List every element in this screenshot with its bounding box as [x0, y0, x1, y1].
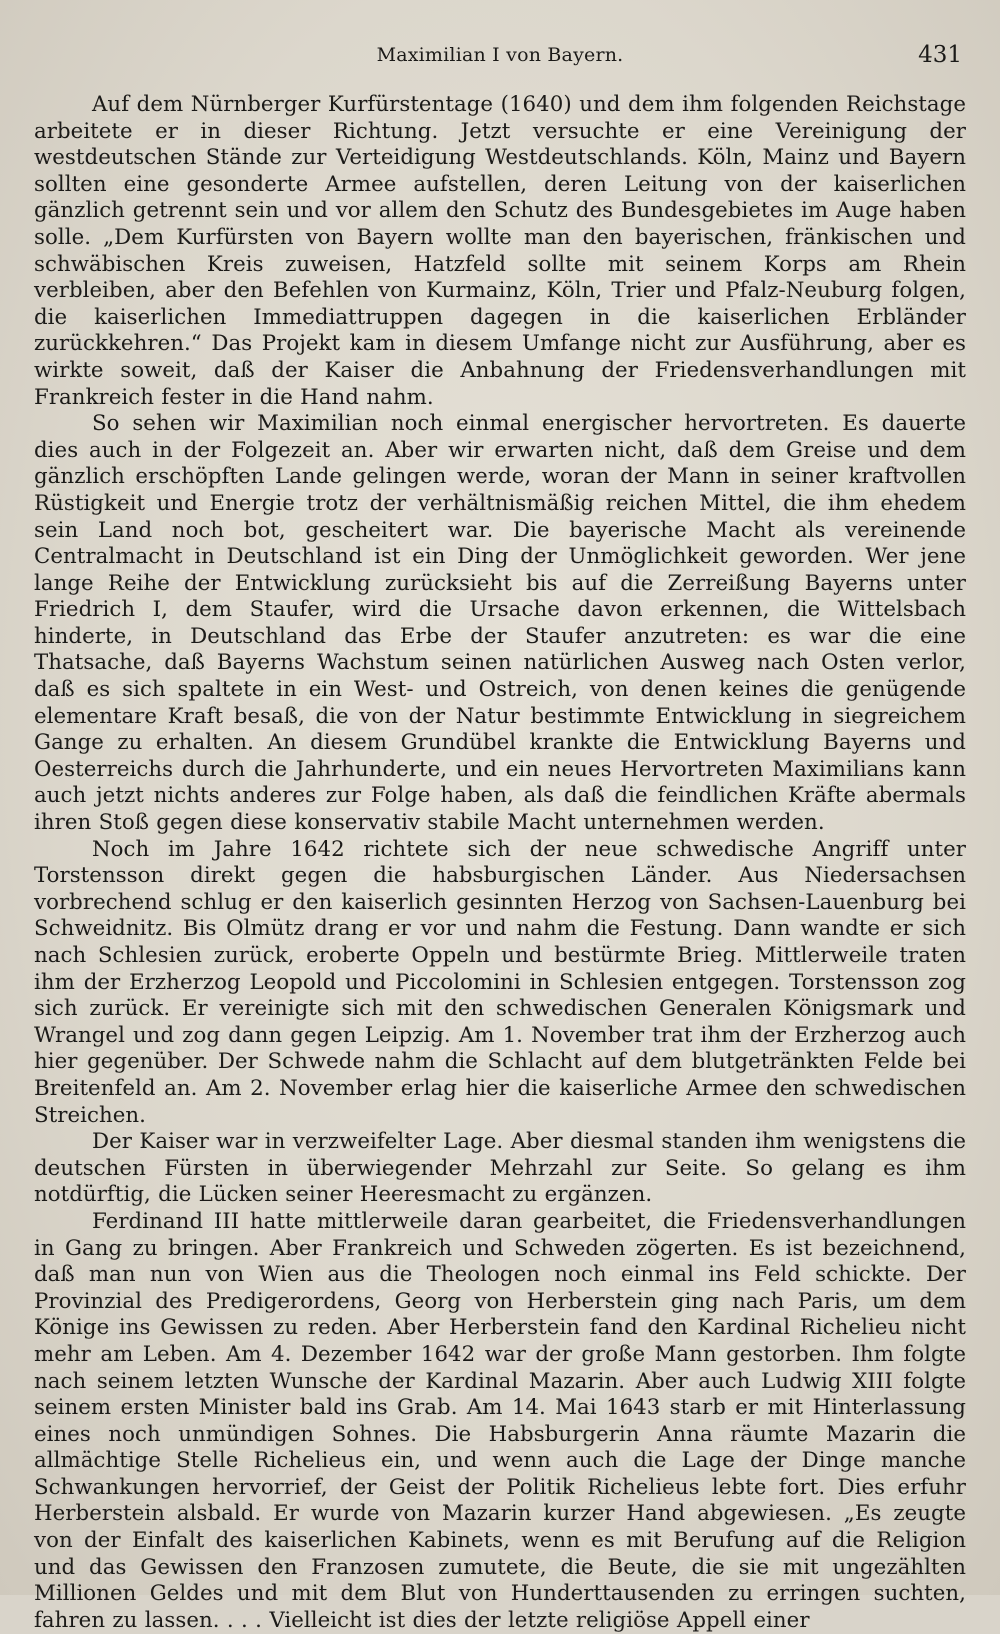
paragraph: Der Kaiser war in verzweifelter Lage. Aber diesmal standen ihm wenigstens die deutschen Fürsten in überwiegender Mehrzahl zur Seite. So gelang es ihm notdürftig, die Lücken seiner Heeresmacht zu ergänzen. — [34, 1129, 966, 1208]
body-text — [34, 92, 966, 1634]
paragraph: Noch im Jahre 1642 richtete sich der neue schwedische Angriff unter Torstensson direkt gegen die habsburgischen Länder. Aus Niedersachsen vorbrechend schlug er den kaiserlich gesinnten Herzog von Sachsen-Lauenburg bei Schweidnitz. Bis Olmütz drang er vor und nahm die Festung. Dann wandte er sich nach Schlesien zurück, eroberte Oppeln und bestürmte Brieg. Mittlerweile traten ihm der Erzherzog Leopold und Piccolomini in Schlesien entgegen. Torstensson zog sich zurück. Er vereinigte sich mit den schwedischen Generalen Königsmark und Wrangel und zog dann gegen Leipzig. Am 1. November trat ihm der Erzherzog auch hier gegenüber. Der Schwede nahm die Schlacht auf dem blutgetränkten Felde bei Breitenfeld an. Am 2. November erlag hier die kaiserliche Armee den schwedischen Streichen. — [34, 836, 966, 1128]
paragraph: Ferdinand III hatte mittlerweile daran gearbeitet, die Friedensverhandlungen in Gang zu bringen. Aber Frankreich und Schweden zögerten. Es ist bezeichnend, daß man nun von Wien aus die Theologen noch einmal ins Feld schickte. Der Provinzial des Predigerordens, Georg von Herberstein ging nach Paris, um dem Könige ins Gewissen zu reden. Aber Herberstein fand den Kardinal Richelieu nicht mehr am Leben. Am 4. Dezember 1642 war der große Mann gestorben. Ihm folgte nach seinem letzten Wunsche der Kardinal Mazarin. Aber auch Ludwig XIII folgte seinem ersten Minister bald ins Grab. Am 14. Mai 1643 starb er mit Hinterlassung eines noch unmündigen Sohnes. Die Habsburgerin Anna räumte Mazarin die allmächtige Stelle Richelieus ein, und wenn auch die Lage der Dinge manche Schwankungen hervorrief, der Geist der Politik Richelieus lebte fort. Dies erfuhr Herberstein alsbald. Er wurde von Mazarin kurzer Hand abgewiesen. „Es zeugte von der Einfalt des kaiserlichen Kabinets, wenn es mit Berufung auf die Religion und das Gewissen den Franzosen zumutete, die Beute, die sie mit ungezählten Millionen Geldes und mit dem Blut von Hunderttausenden zu erringen suchten, fahren zu lassen. . . . Vielleicht ist dies der letzte religiöse Appell einer — [34, 1208, 966, 1633]
page-number: 431 — [918, 42, 962, 68]
paragraph: Auf dem Nürnberger Kurfürstentage (1640) und dem ihm folgenden Reichstage arbeitete er in dieser Richtung. Jetzt versuchte er eine Vereinigung der westdeutschen Stände zur Verteidigung Westdeutschlands. Köln, Mainz und Bayern sollten eine gesonderte Armee aufstellen, deren Leitung von der kaiserlichen gänzlich getrennt sein und vor allem den Schutz des Bundesgebietes im Auge haben solle. „Dem Kurfürsten von Bayern wollte man den bayerischen, fränkischen und schwäbischen Kreis zuweisen, Hatzfeld sollte mit seinem Korps am Rhein verbleiben, aber den Befehlen von Kurmainz, Köln, Trier und Pfalz-Neuburg folgen, die kaiserlichen Immediattruppen dagegen in die kaiserlichen Erbländer zurückkehren.“ Das Projekt kam in diesem Umfange nicht zur Ausführung, aber es wirkte soweit, daß der Kaiser die Anbahnung der Friedensverhandlungen mit Frankreich fester in die Hand nahm. — [34, 92, 966, 410]
paragraph: So sehen wir Maximilian noch einmal energischer hervortreten. Es dauerte dies auch in der Folgezeit an. Aber wir erwarten nicht, daß dem Greise und dem gänzlich erschöpften Lande gelingen werde, woran der Mann in seiner kraftvollen Rüstigkeit und Energie trotz der verhältnismäßig reichen Mittel, die ihm ehedem sein Land noch bot, gescheitert war. Die bayerische Macht als vereinende Centralmacht in Deutschland ist ein Ding der Unmöglichkeit geworden. Wer jene lange Reihe der Entwicklung zurücksieht bis auf die Zerreißung Bayerns unter Friedrich I, dem Staufer, wird die Ursache davon erkennen, die Wittelsbach hinderte, in Deutschland das Erbe der Staufer anzutreten: es war die eine Thatsache, daß Bayerns Wachstum seinen natürlichen Ausweg nach Osten verlor, daß es sich spaltete in ein West- und Ostreich, von denen keines die genügende elementare Kraft besaß, die von der Natur bestimmte Entwicklung in siegreichem Gange zu erhalten. An diesem Grundübel krankte die Entwicklung Bayerns und Oesterreichs durch die Jahrhunderte, und ein neues Hervortreten Maximilians kann auch jetzt nichts anderes zur Folge haben, als daß die feindlichen Kräfte abermals ihren Stoß gegen diese konservativ stabile Macht unternehmen werden. — [34, 411, 966, 836]
running-head: Maximilian I von Bayern. — [376, 44, 624, 66]
page-header — [34, 38, 966, 78]
